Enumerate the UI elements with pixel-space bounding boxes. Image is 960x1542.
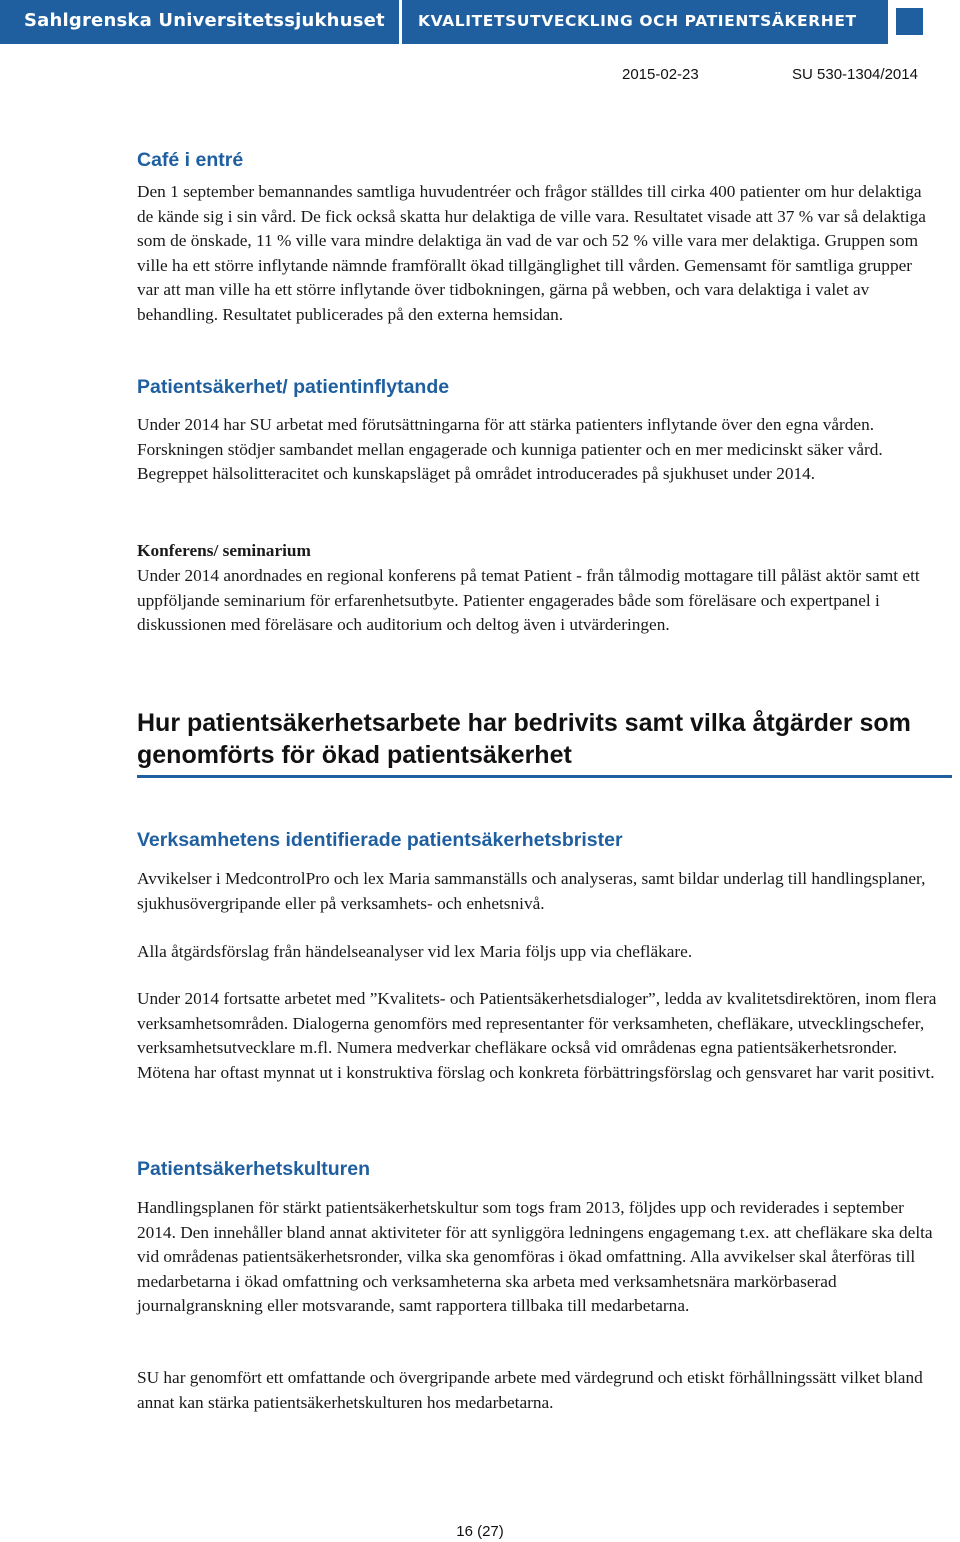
paragraph-brister-2: Alla åtgärdsförslag från händelseanalyser vid lex Maria följs upp via chefläkare. (137, 942, 693, 961)
section-title-kultur: Patientsäkerhetskulturen (137, 1158, 371, 1180)
header-bar (0, 0, 960, 44)
paragraph-brister-1: Avvikelser i MedcontrolPro och lex Maria sammanställs och analyseras, samt bildar underlag till handlingsplaner, sjukhusövergripande eller på verksamhets- och enhetsnivå. (137, 869, 926, 913)
document-number: SU 530-1304/2014 (792, 66, 918, 83)
subheading-konferens: Konferens/ seminarium (137, 541, 311, 560)
header-divider (399, 0, 402, 44)
main-heading: Hur patientsäkerhetsarbete har bedrivits samt vilka åtgärder som genomförts för ökad patientsäkerhet (137, 709, 911, 769)
paragraph-konferens: Under 2014 anordnades en regional konferens på temat Patient - från tålmodig mottagare till påläst aktör samt ett uppföljande seminarium för erfarenhetsutbyte. Patienter engagerades både som föreläsare och expertpanel i diskussionen med föreläsare och auditorium och deltog även i utvärderingen. (137, 566, 920, 634)
paragraph-patient: Under 2014 har SU arbetat med förutsättningarna för att stärka patienters inflytande över den egna vården. Forskningen stödjer sambandet mellan engagerade och kunniga patienter och en mer medicinskt säker vård. Begreppet hälsolitteracitet och kunskapsläget på området introducerades på sjukhuset under 2014. (137, 415, 883, 483)
paragraph-cafe: Den 1 september bemannandes samtliga huvudentréer och frågor ställdes till cirka 400 patienter om hur delaktiga de kände sig i sin vård. De fick också skatta hur delaktiga de ville vara. Resultatet visade att 37 % var så delaktiga som de önskade, 11 % ville vara mindre delaktiga än vad de var och 52 % ville vara mer delaktiga. Gruppen som ville ha ett större inflytande nämnde framförallt ökad tillgänglighet till vården. Gemensamt för samtliga grupper var att man ville ha ett större inflytande över tidbokningen, gärna på webben, och vara delaktiga i valet av behandling. Resultatet publicerades på den externa hemsidan. (137, 182, 926, 324)
section-title-cafe: Café i entré (137, 149, 244, 171)
logo-square (896, 8, 923, 35)
heading-rule (137, 775, 952, 778)
page-number: 16 (27) (456, 1523, 504, 1540)
document-date: 2015-02-23 (622, 66, 699, 83)
paragraph-kultur-1: Handlingsplanen för stärkt patientsäkerhetskultur som togs fram 2013, följdes upp och reviderades i september 2014. Den innehåller bland annat aktiviteter för att synliggöra ledningens engagemang t.ex. att chefläkare ska delta vid områdenas patientsäkerhetsronder, vilka ska genomföras i ökad omfattning. Alla avvikelser skal återföras till medarbetarna i ökad omfattning och verksamheterna ska arbeta med verksamhetsnära markörbaserad journalgranskning eller motsvarande, samt rapportera tillbaka till medarbetarna. (137, 1198, 933, 1315)
brand-name: Sahlgrenska Universitetssjukhuset (24, 10, 385, 31)
section-title-brister: Verksamhetens identifierade patientsäkerhetsbrister (137, 829, 623, 851)
paragraph-kultur-2: SU har genomfört ett omfattande och övergripande arbete med värdegrund och etiskt förhållningssätt vilket bland annat kan stärka patientsäkerhetskulturen hos medarbetarna. (137, 1368, 923, 1412)
department-name: KVALITETSUTVECKLING OCH PATIENTSÄKERHET (418, 12, 857, 30)
paragraph-brister-3: Under 2014 fortsatte arbetet med ”Kvalitets- och Patientsäkerhetsdialoger”, ledda av kvalitetsdirektören, inom flera verksamhetsområden. Dialogerna genomförs med representanter för verksamheten, chefläkare, utvecklingschefer, verksamhetsutvecklare m.fl. Numera medverkar chefläkare också vid områdenas egna patientsäkerhetsronder. Mötena har oftast mynnat ut i konstruktiva förslag och konkreta förbättringsförslag och gensvaret har varit positivt. (137, 989, 937, 1082)
section-title-patient: Patientsäkerhet/ patientinflytande (137, 376, 450, 398)
logo-mark (888, 0, 960, 44)
